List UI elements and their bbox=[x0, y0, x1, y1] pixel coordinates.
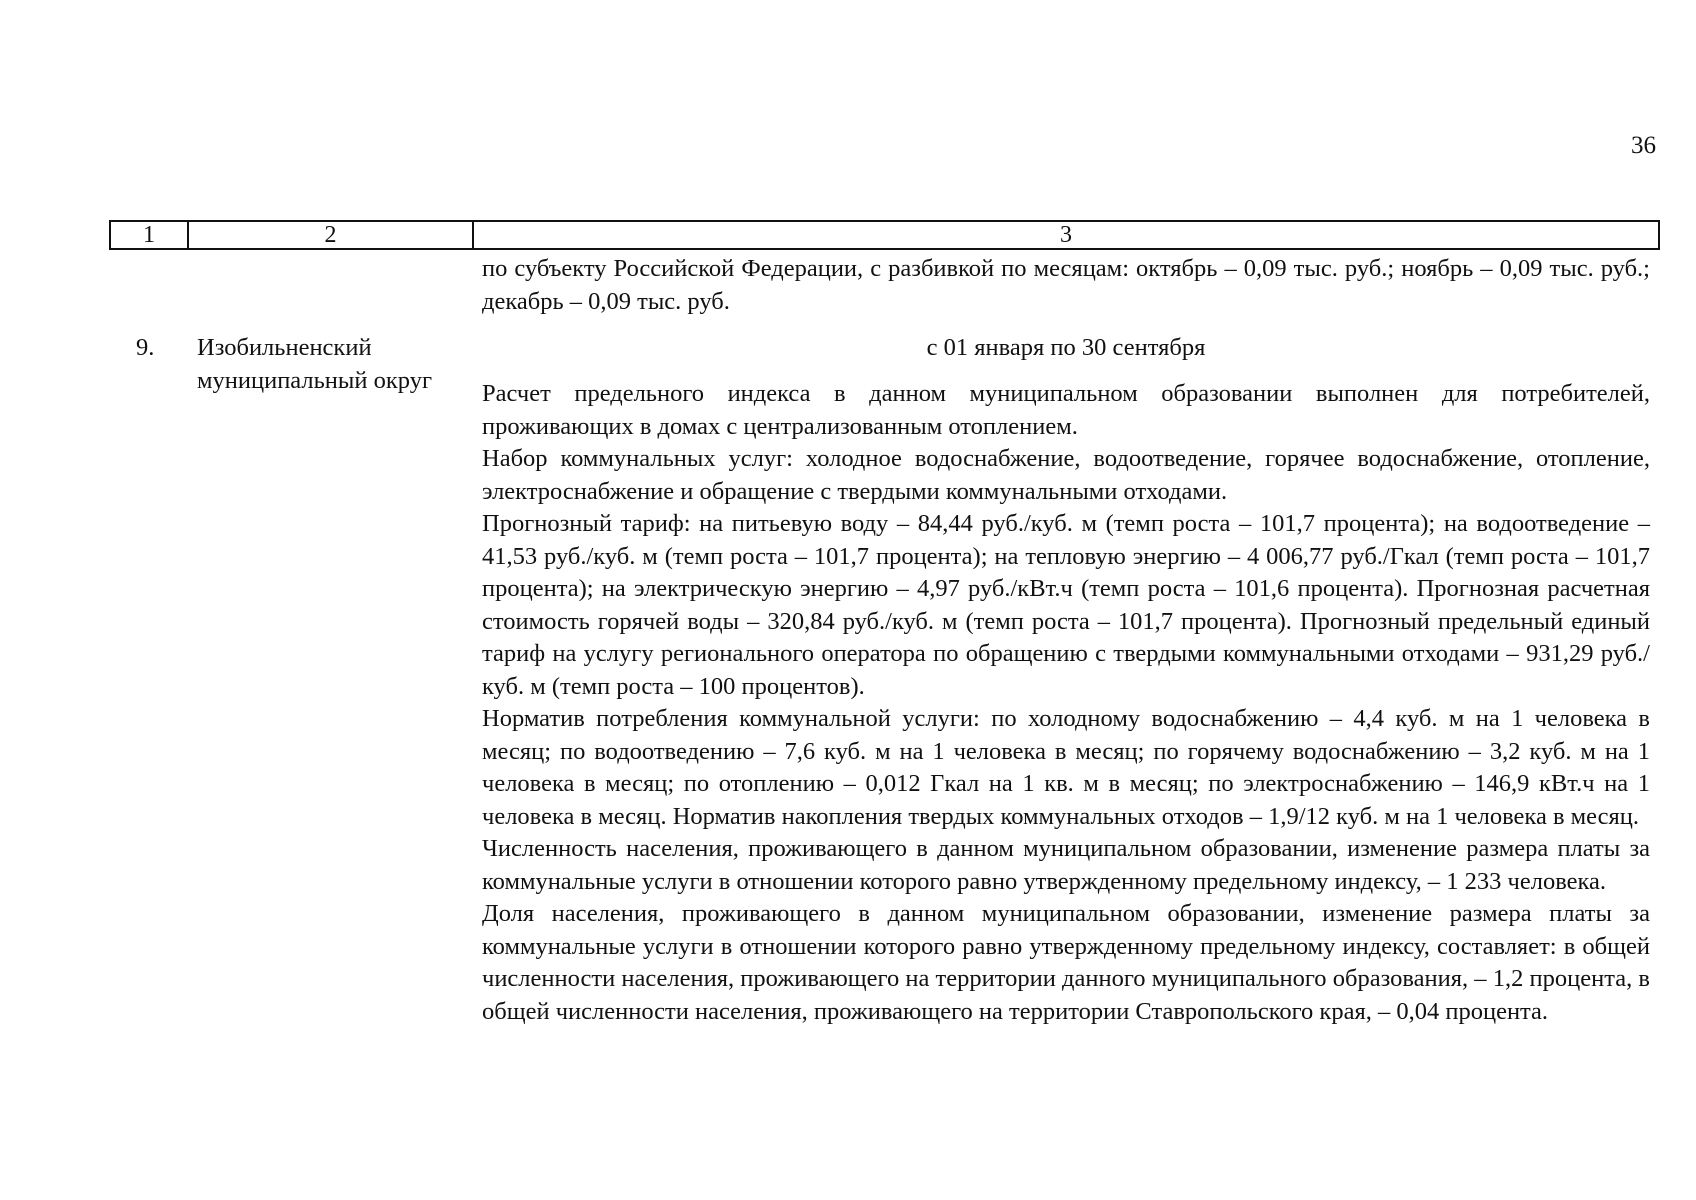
paragraph-services: Набор коммунальных услуг: холодное водоснабжение, водоотведение, горячее водоснабжение, отопление, электроснабжение и обращение с твердыми коммунальными отходами. bbox=[482, 445, 1650, 505]
table-header-col-1: 1 bbox=[111, 222, 189, 248]
row-number: 9. bbox=[136, 334, 155, 361]
table-header-col-3: 3 bbox=[1060, 222, 1072, 248]
page-number: 36 bbox=[1631, 132, 1656, 159]
paragraph-population-count: Численность населения, проживающего в данном муниципальном образовании, изменение размера платы за коммунальные услуги в отношении которого равно утвержденному предельному индексу, – 1 233 человека. bbox=[482, 835, 1650, 895]
continuation-text: по субъекту Российской Федерации, с разбивкой по месяцам: октябрь – 0,09 тыс. руб.; ноябрь – 0,09 тыс. руб.; декабрь – 0,09 тыс. руб. bbox=[482, 255, 1650, 315]
paragraph-consumption-norms: Норматив потребления коммунальной услуги: по холодному водоснабжению – 4,4 куб. м на 1 человека в месяц; по водоотведению – 7,6 куб. м на 1 человека в месяц; по горячему водоснабжению – 3,2 куб. м на 1 человека в месяц; по отоплению – 0,012 Гкал на 1 кв. м в месяц; по электроснабжению – 146,9 кВт.ч на 1 человека в месяц. Норматив накопления твердых коммунальных отходов – 1,9/12 куб. м на 1 человека в месяц. bbox=[482, 705, 1650, 830]
paragraph-calculation: Расчет предельного индекса в данном муниципальном образовании выполнен для потребителей, проживающих в домах с централизованным отоплением. bbox=[482, 380, 1650, 440]
paragraph-population-share: Доля населения, проживающего в данном муниципальном образовании, изменение размера платы за коммунальные услуги в отношении которого равно утвержденному предельному индексу, составляет: в общей численности населения, проживающего на территории данного муниципального образования, – 1,2 процента, в общей численности населения, проживающего на территории Ставропольского края, – 0,04 процента. bbox=[482, 900, 1650, 1025]
row-description bbox=[482, 378, 1650, 1028]
municipality-name: Изобильненский муниципальный округ bbox=[197, 334, 432, 394]
period-heading: с 01 января по 30 сентября bbox=[926, 334, 1206, 361]
paragraph-tariffs: Прогнозный тариф: на питьевую воду – 84,44 руб./куб. м (темп роста – 101,7 процента); на водоотведение – 41,53 руб./куб. м (темп роста – 101,7 процента); на тепловую энергию – 4 006,77 руб./Гкал (темп роста – 101,7 процента); на электрическую энергию – 4,97 руб./кВт.ч (темп роста – 101,6 процента). Прогнозная расчетная стоимость горячей воды – 320,84 руб./куб. м (темп роста – 101,7 процента). Прогнозный предельный единый тариф на услугу регионального оператора по обращению с твердыми коммунальными отходами – 931,29 руб./куб. м (темп роста – 100 процентов). bbox=[482, 510, 1650, 700]
table-header-col-2: 2 bbox=[189, 222, 474, 248]
table-header-row bbox=[109, 220, 1660, 250]
